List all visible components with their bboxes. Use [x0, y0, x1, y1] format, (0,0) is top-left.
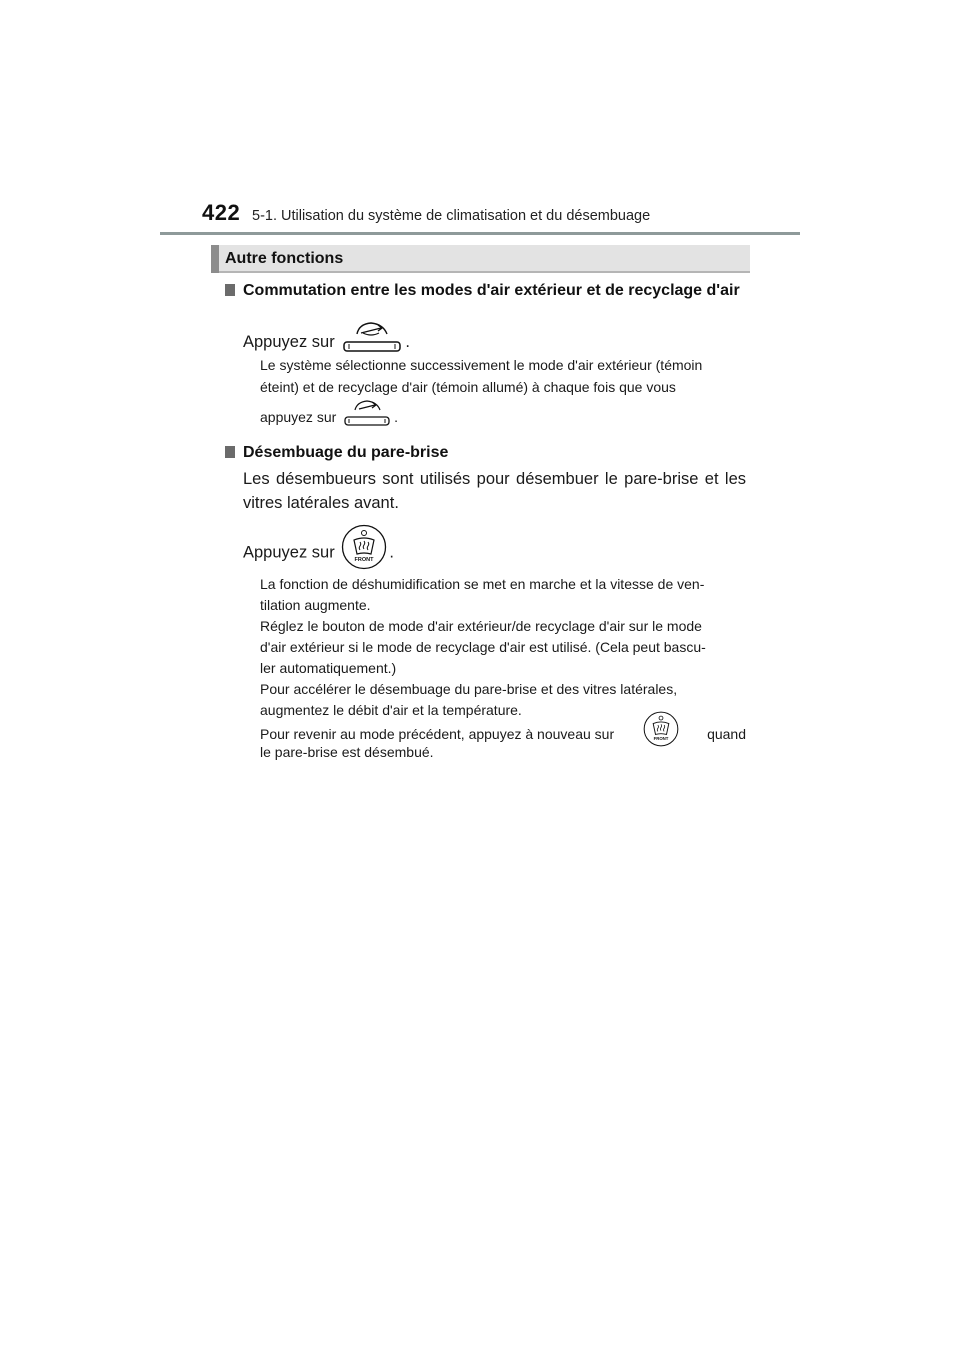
defog-note-4: d'air extérieur si le mode de recyclage d'air est utilisé. (Cela peut bascu- [260, 639, 706, 655]
recirculation-note-line-3: appuyez sur . [260, 407, 746, 428]
front-label: FRONT [653, 735, 668, 741]
recirculation-note-line-1: Le système sélectionne successivement le mode d'air extérieur (témoin [260, 357, 703, 373]
defog-note-3: Réglez le bouton de mode d'air extérieur/de recyclage d'air sur le mode [260, 618, 702, 634]
defog-description: Les désembueurs sont utilisés pour désembuer le pare-brise et les vitres latérales avant. [243, 470, 746, 512]
defog-last-note-line-2: le pare-brise est désembué. [260, 744, 434, 760]
defog-note-7: augmentez le débit d'air et la température. [260, 702, 522, 718]
defog-instruction: Appuyez sur FRONT . [243, 536, 746, 570]
air-recirculation-button-icon [342, 399, 392, 427]
defog-note-5: ler automatiquement.) [260, 660, 397, 676]
section-header [211, 245, 750, 273]
defog-heading: Désembuage du pare-brise [225, 441, 747, 464]
recirculation-heading: Commutation entre les modes d'air extérieur et de recyclage d'air [225, 279, 747, 302]
square-bullet-icon [225, 446, 235, 458]
section-title: Autre fonctions [225, 250, 344, 267]
chapter-title: 5-1. Utilisation du système de climatisation et du désembuage [252, 208, 651, 224]
square-bullet-icon [225, 284, 235, 296]
page-number: 422 [202, 200, 241, 225]
front-defogger-button-icon [341, 524, 387, 570]
defog-last-note: Pour revenir au mode précédent, appuyez à nouveau sur FRONT quand [260, 721, 746, 747]
recirculation-instruction: Appuyez sur . [243, 330, 746, 354]
defog-note-2: tilation augmente. [260, 597, 371, 613]
air-recirculation-button-icon [341, 320, 403, 354]
section-underline [219, 271, 750, 273]
recirculation-note-line-2: éteint) et de recyclage d'air (témoin allumé) à chaque fois que vous [260, 379, 676, 395]
defog-note-1: La fonction de déshumidification se met en marche et la vitesse de ven- [260, 576, 705, 592]
front-label: FRONT [354, 557, 374, 563]
defog-note-6: Pour accélérer le désembuage du pare-brise et des vitres latérales, [260, 681, 678, 697]
header-rule [160, 232, 800, 235]
